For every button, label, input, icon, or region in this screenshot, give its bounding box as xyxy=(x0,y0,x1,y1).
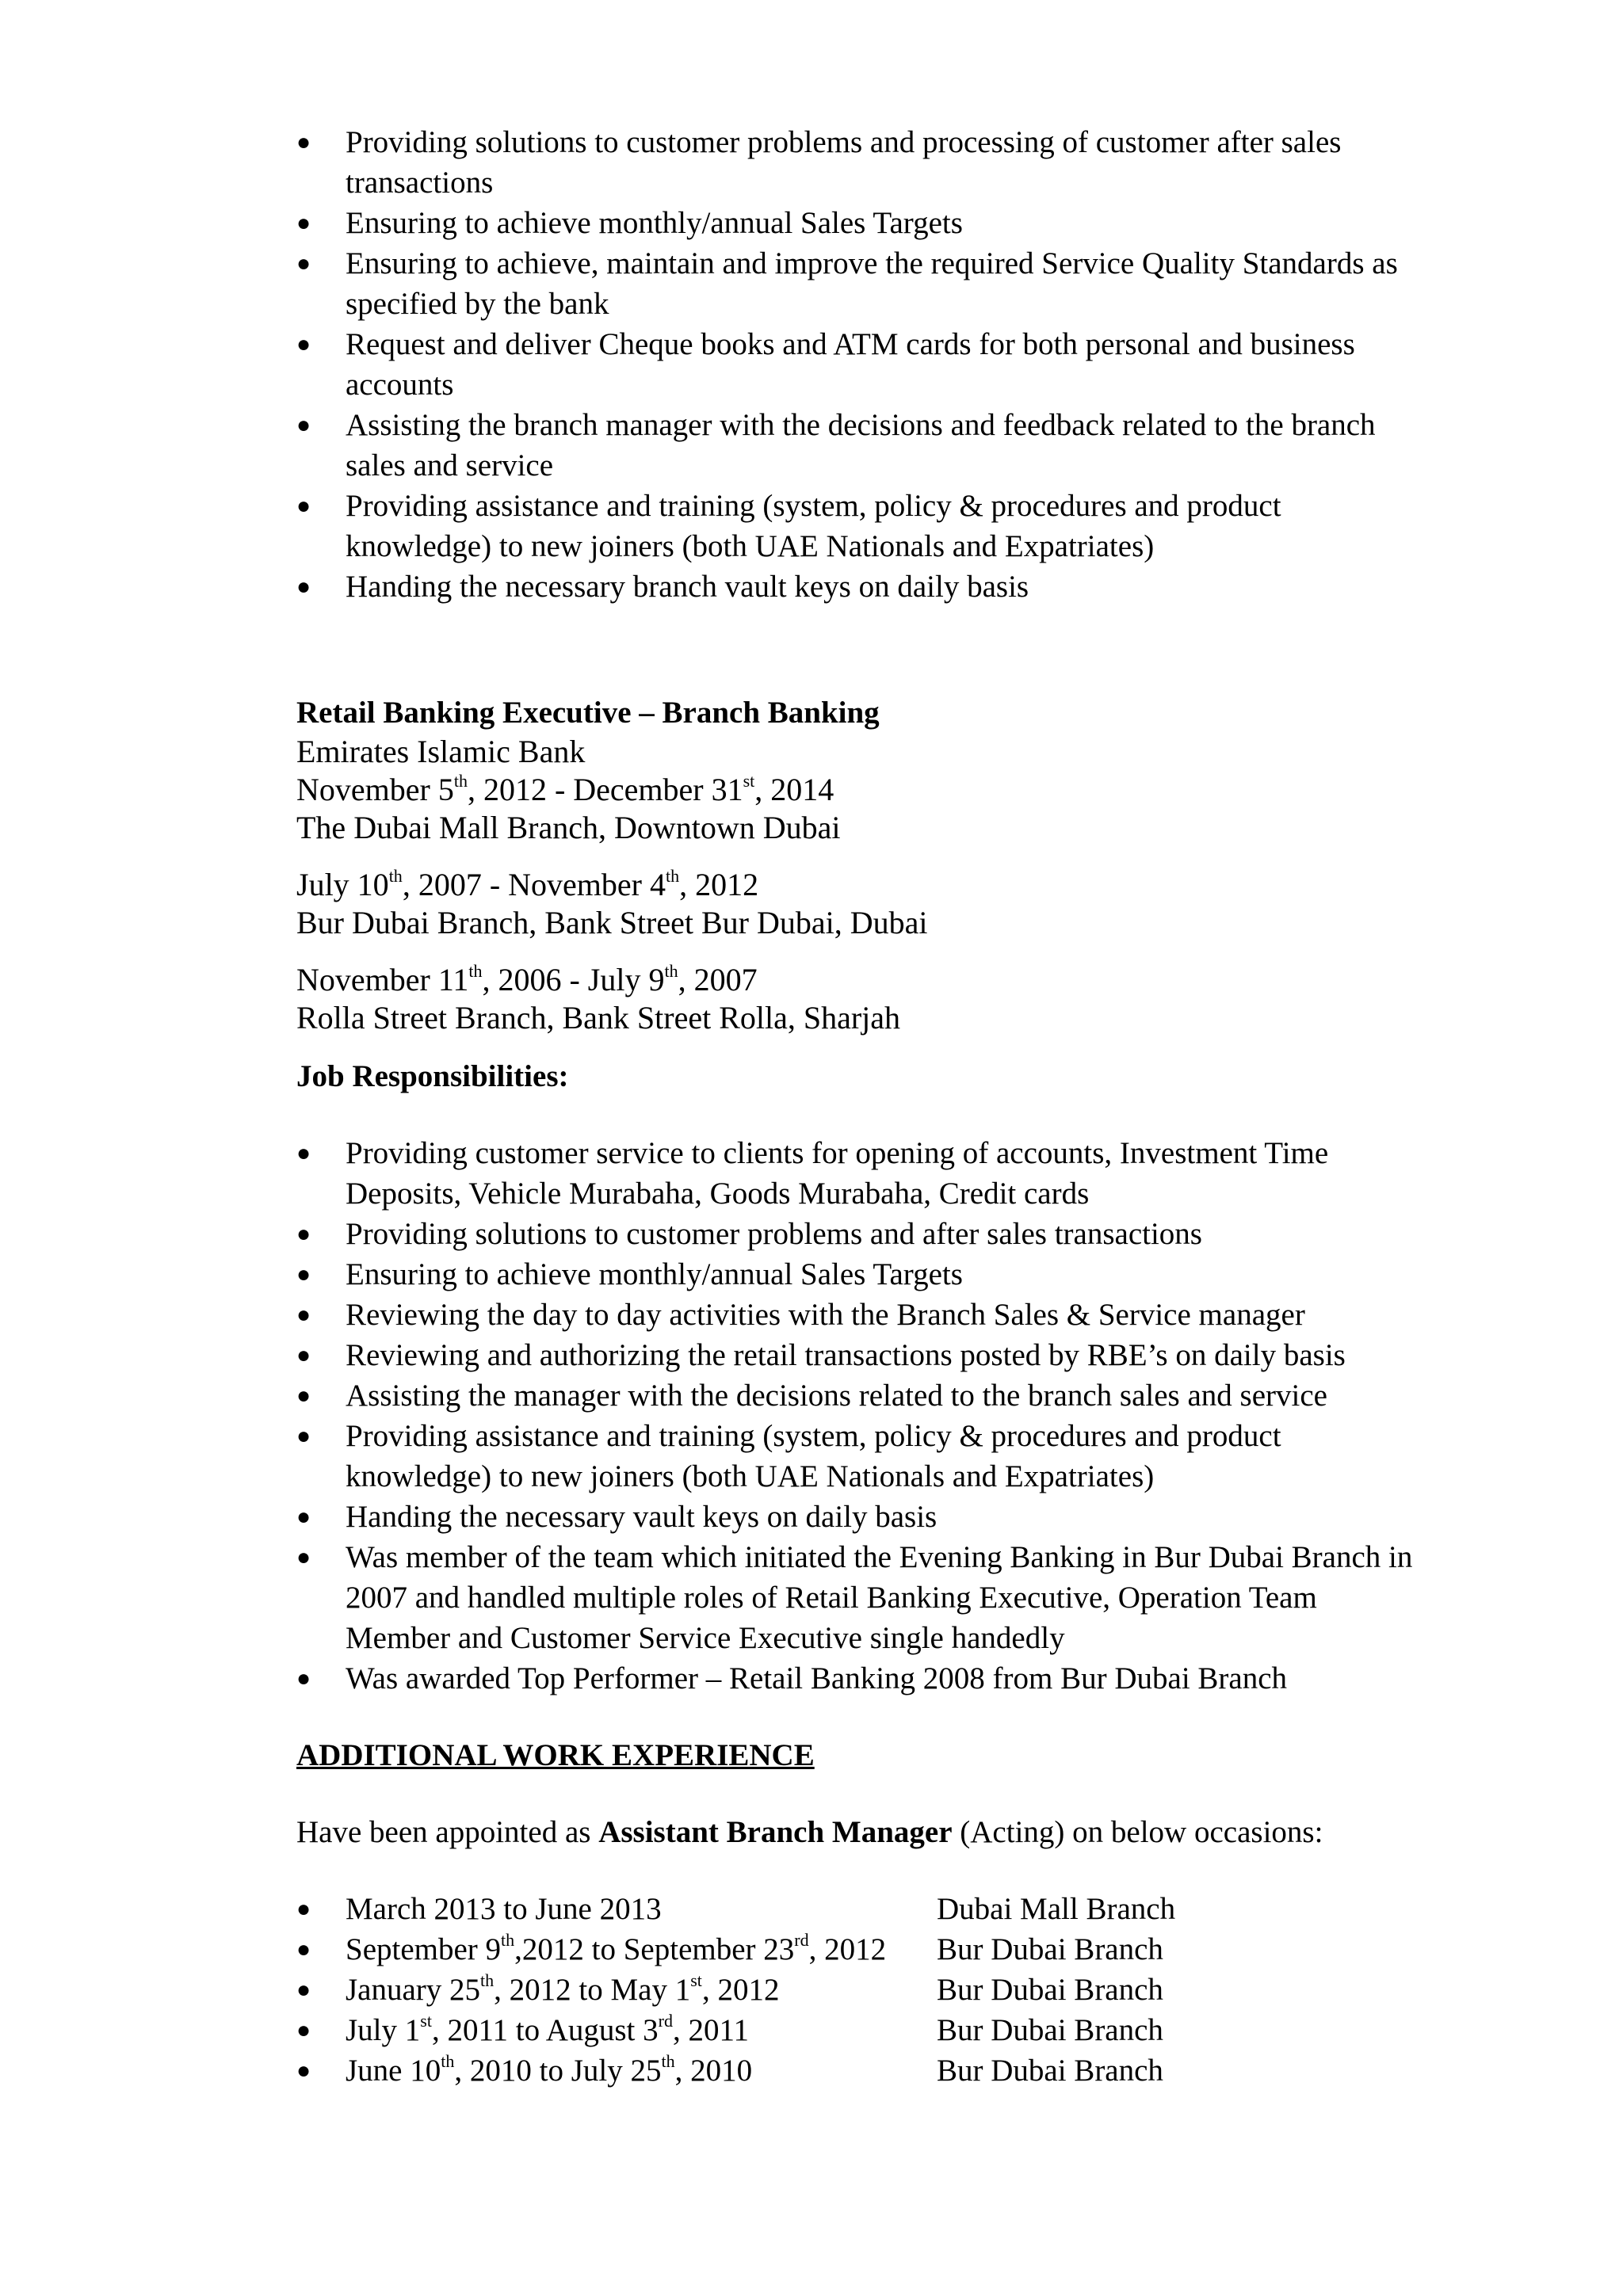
list-item: ● Assisting the manager with the decisions related to the branch sales and service xyxy=(296,1375,1422,1416)
bullet-icon: ● xyxy=(296,574,311,600)
list-item: ● Handing the necessary vault keys on daily basis xyxy=(296,1497,1422,1537)
stint-dates: November 11th, 2006 - July 9th, 2007 xyxy=(296,960,758,997)
role-title: Retail Banking Executive – Branch Banking xyxy=(296,696,880,730)
list-item: ● Was member of the team which initiated the Evening Banking in Bur Dubai Branch in 2007 and handled multiple roles of Retail Banking Executive, Operation Team Member and Customer Service Executive single handedly xyxy=(296,1537,1422,1658)
bullet-icon: ● xyxy=(296,1423,311,1449)
bullet-icon: ● xyxy=(296,331,311,357)
list-item: ● Providing assistance and training (system, policy & procedures and product knowledge) to new joiners (both UAE Nationals and Expatriates) xyxy=(296,486,1422,566)
bullet-icon: ● xyxy=(296,2017,311,2043)
bullet-icon: ● xyxy=(296,1665,311,1691)
bullet-icon: ● xyxy=(296,250,311,277)
list-item: ● Assisting the branch manager with the decisions and feedback related to the branch sales and service xyxy=(296,405,1422,486)
resume-page xyxy=(296,122,1422,2091)
occasion-location: Dubai Mall Branch xyxy=(937,1892,1176,1926)
list-item: ● Request and deliver Cheque books and ATM cards for both personal and business accounts xyxy=(296,324,1422,405)
acting-occasions-list xyxy=(296,1889,1422,2091)
occasion-location: Bur Dubai Branch xyxy=(937,2054,1163,2088)
list-item: ● Ensuring to achieve, maintain and improve the required Service Quality Standards as specified by the bank xyxy=(296,243,1422,324)
list-item: ● Providing customer service to clients for opening of accounts, Investment Time Deposits, Vehicle Murabaha, Goods Murabaha, Credit cards xyxy=(296,1133,1422,1214)
responsibilities-heading: Job Responsibilities: xyxy=(296,1059,569,1093)
bullet-icon: ● xyxy=(296,1302,311,1328)
list-item: ● July 1st, 2011 to August 3rd, 2011 Bur Dubai Branch xyxy=(296,2010,1422,2050)
bullet-icon: ● xyxy=(296,2058,311,2084)
list-item: ● Ensuring to achieve monthly/annual Sales Targets xyxy=(296,203,1422,243)
responsibilities-list xyxy=(296,1133,1422,1699)
bullet-icon: ● xyxy=(296,1936,311,1962)
list-item: ● Handing the necessary branch vault keys on daily basis xyxy=(296,566,1422,607)
stint-location: The Dubai Mall Branch, Downtown Dubai xyxy=(296,810,841,845)
bullet-icon: ● xyxy=(296,1342,311,1368)
additional-heading: ADDITIONAL WORK EXPERIENCE xyxy=(296,1738,815,1772)
bullet-icon: ● xyxy=(296,129,311,155)
list-item: ● September 9th,2012 to September 23rd, 2012 Bur Dubai Branch xyxy=(296,1929,1422,1970)
role-stints xyxy=(296,733,1422,1037)
bullet-icon: ● xyxy=(296,493,311,519)
bullet-icon: ● xyxy=(296,210,311,236)
additional-intro: Have been appointed as Assistant Branch Manager (Acting) on below occasions: xyxy=(296,1815,1323,1849)
list-item: ● June 10th, 2010 to July 25th, 2010 Bur Dubai Branch xyxy=(296,2050,1422,2091)
occasion-location: Bur Dubai Branch xyxy=(937,1932,1163,1966)
list-item: ● Ensuring to achieve monthly/annual Sales Targets xyxy=(296,1254,1422,1295)
top-bullet-list xyxy=(296,122,1422,607)
company-name: Emirates Islamic Bank xyxy=(296,734,586,769)
stint-dates: July 10th, 2007 - November 4th, 2012 xyxy=(296,865,759,902)
occasion-location: Bur Dubai Branch xyxy=(937,2013,1163,2047)
bullet-icon: ● xyxy=(296,1140,311,1166)
bullet-icon: ● xyxy=(296,1504,311,1530)
list-item: ● Providing solutions to customer problems and processing of customer after sales transactions xyxy=(296,122,1422,203)
bullet-icon: ● xyxy=(296,1221,311,1247)
occasion-location: Bur Dubai Branch xyxy=(937,1973,1163,2007)
list-item: ● March 2013 to June 2013 Dubai Mall Branch xyxy=(296,1889,1422,1929)
list-item: ● Providing assistance and training (system, policy & procedures and product knowledge) to new joiners (both UAE Nationals and Expatriates) xyxy=(296,1416,1422,1497)
bullet-icon: ● xyxy=(296,412,311,438)
bullet-icon: ● xyxy=(296,1261,311,1287)
bullet-icon: ● xyxy=(296,1896,311,1922)
list-item: ● Reviewing the day to day activities with the Branch Sales & Service manager xyxy=(296,1295,1422,1335)
stint-dates: November 5th, 2012 - December 31st, 2014 xyxy=(296,770,834,807)
stint-location: Rolla Street Branch, Bank Street Rolla, Sharjah xyxy=(296,1000,901,1035)
list-item: ● Was awarded Top Performer – Retail Banking 2008 from Bur Dubai Branch xyxy=(296,1658,1422,1699)
stint-location: Bur Dubai Branch, Bank Street Bur Dubai, Dubai xyxy=(296,905,928,940)
bullet-icon: ● xyxy=(296,1383,311,1409)
list-item: ● January 25th, 2012 to May 1st, 2012 Bur Dubai Branch xyxy=(296,1970,1422,2010)
bullet-icon: ● xyxy=(296,1544,311,1570)
list-item: ● Providing solutions to customer problems and after sales transactions xyxy=(296,1214,1422,1254)
bullet-icon: ● xyxy=(296,1977,311,2003)
list-item: ● Reviewing and authorizing the retail transactions posted by RBE’s on daily basis xyxy=(296,1335,1422,1375)
